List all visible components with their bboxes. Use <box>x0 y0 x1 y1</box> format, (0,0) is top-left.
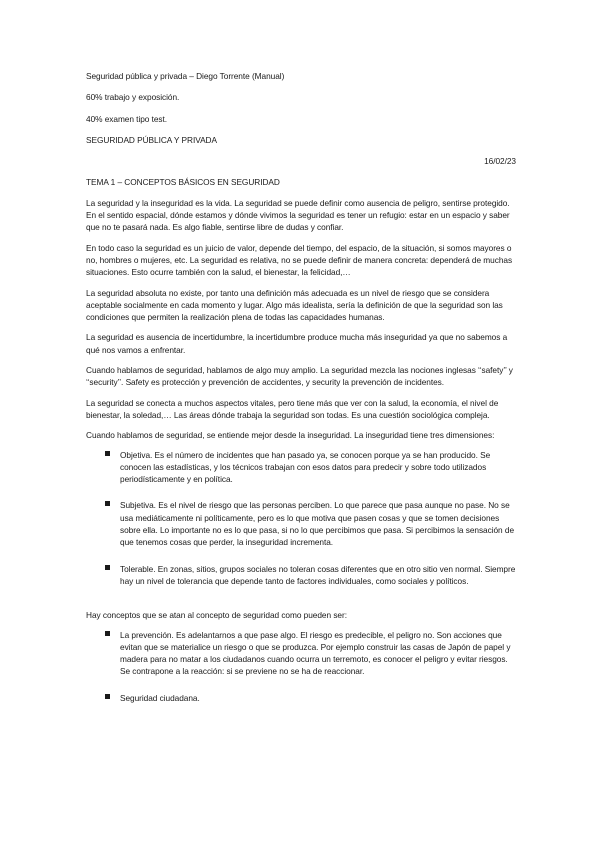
dimensions-list <box>86 449 516 588</box>
paragraph: Cuando hablamos de seguridad, hablamos de algo muy amplio. La seguridad mezcla las nociones inglesas ‘‘safety’’ y ‘‘security’’. Safety es protección y prevención de accidentes, y security la prevención de incidentes. <box>86 365 513 388</box>
concepts-intro: Hay conceptos que se atan al concepto de seguridad como pueden ser: <box>86 610 347 621</box>
list-item <box>86 499 516 548</box>
list-item <box>86 449 516 486</box>
subject-heading: SEGURIDAD PÚBLICA Y PRIVADA <box>86 134 217 145</box>
list-item-text: La prevención. Es adelantarnos a que pase algo. El riesgo es predecible, el peligro no. Son acciones que evitan que se materialice un riesgo o que se produzca. Por ejemplo construir las casas de Japón de papel y madera para no matar a los ciudadanos cuando ocurra un terremoto, es conocer el peligro y evitar riesgos. Se contrapone a la reacción: si se previene no se ha de reaccionar. <box>120 629 511 677</box>
paragraph: La seguridad es ausencia de incertidumbre, la incertidumbre produce mucha más inseguridad ya que no sabemos a qué nos vamos a enfrentar. <box>86 332 508 355</box>
square-bullet-icon <box>105 631 110 636</box>
topic-heading: TEMA 1 – CONCEPTOS BÁSICOS EN SEGURIDAD <box>86 177 280 188</box>
grading-exam: 40% examen tipo test. <box>86 113 168 124</box>
paragraph: La seguridad y la inseguridad es la vida. La seguridad se puede definir como ausencia de peligro, sentirse protegido. En el sentido espacial, dónde estamos y dónde vivimos la seguridad es tener un refugio: estar en un espacio y saber que no te pasará nada. Es algo fiable, sentirse libre de dudas y confiar. <box>86 197 510 233</box>
square-bullet-icon <box>105 565 110 570</box>
square-bullet-icon <box>105 451 110 456</box>
list-item <box>86 692 516 704</box>
list-item-text: Objetiva. Es el número de incidentes que han pasado ya, se conocen porque ya se han producido. Se conocen las estadísticas, y los técnicos trabajan con esos datos para predecir y sobre todo utilizados periodísticamente y en política. <box>120 449 491 485</box>
document-page <box>86 70 516 704</box>
list-item <box>86 629 516 678</box>
paragraph: La seguridad absoluta no existe, por tanto una definición más adecuada es un nivel de riesgo que se considera aceptable socialmente en cada momento y lugar. Algo más idealista, sería la definición de que la seguridad son las condiciones que permiten la realización plena de todas las capacidades humanas. <box>86 287 503 323</box>
lecture-date: 16/02/23 <box>484 156 516 167</box>
list-item-text: Tolerable. En zonas, sitios, grupos sociales no toleran cosas diferentes que en otro sitio ven normal. Siempre hay un nivel de tolerancia que depende tanto de factores individuales, como sociales y políticos. <box>120 563 516 586</box>
paragraph: Cuando hablamos de seguridad, se entiende mejor desde la inseguridad. La inseguridad tiene tres dimensiones: <box>86 430 495 441</box>
paragraph: En todo caso la seguridad es un juicio de valor, depende del tiempo, del espacio, de la situación, si somos mayores o no, hombres o mujeres, etc. La seguridad es relativa, no se puede definir de manera concreta: dependerá de muchas situaciones. Esto ocurre también con la salud, el bienestar, la felicidad,… <box>86 242 513 278</box>
list-item <box>86 563 516 588</box>
grading-work: 60% trabajo y exposición. <box>86 92 180 103</box>
list-item-text: Subjetiva. Es el nivel de riesgo que las personas perciben. Lo que parece que pasa aunque no pase. No se usa mediáticamente ni políticamente, pero es lo que motiva que pasen cosas y que se tomen decisiones sobre ella. Lo importante no es lo que pasa, si no lo que percibimos que pasa. Si percibimos la sensación de que tenemos cosas que perder, la inseguridad incrementa. <box>120 500 515 548</box>
course-title: Seguridad pública y privada – Diego Torrente (Manual) <box>86 71 285 81</box>
square-bullet-icon <box>105 501 110 506</box>
square-bullet-icon <box>105 694 110 699</box>
concepts-list <box>86 629 516 704</box>
paragraph: La seguridad se conecta a muchos aspectos vitales, pero tiene más que ver con la salud, la economía, el nivel de bienestar, la soledad,… Las áreas dónde trabaja la seguridad son todas. Es una cuestión sociológica compleja. <box>86 397 499 420</box>
list-item-text: Seguridad ciudadana. <box>120 692 200 703</box>
